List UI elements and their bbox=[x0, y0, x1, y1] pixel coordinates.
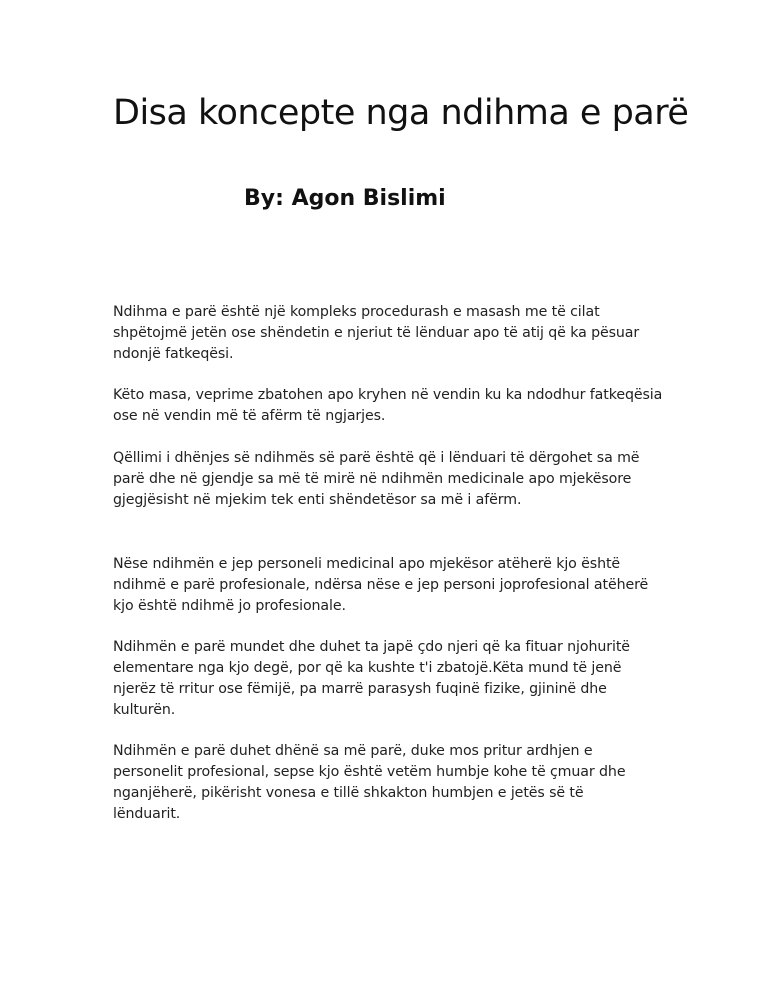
document-title: Disa koncepte nga ndihma e parë bbox=[113, 93, 689, 133]
paragraph-line: Ndihmën e parë mundet dhe duhet ta japë çdo njeri që ka fituar njohuritë bbox=[113, 639, 630, 655]
paragraph-line: personelit profesional, sepse kjo është vetëm humbje kohe të çmuar dhe bbox=[113, 764, 626, 780]
paragraph-line: shpëtojmë jetën ose shëndetin e njeriut të lënduar apo të atij që ka pësuar bbox=[113, 325, 640, 341]
paragraph-line: ndihmë e parë profesionale, ndërsa nëse e jep personi joprofesional atëherë bbox=[113, 577, 649, 593]
paragraph-line: njerëz të rritur ose fëmijë, pa marrë parasysh fuqinë fizike, gjininë dhe bbox=[113, 681, 607, 697]
paragraph-professional bbox=[113, 554, 673, 617]
paragraph-line: nganjëherë, pikërisht vonesa e tillë shkakton humbjen e jetës së të bbox=[113, 785, 584, 801]
paragraph-line: elementare nga kjo degë, por që ka kushte t'i zbatojë.Këta mund të jenë bbox=[113, 660, 622, 676]
paragraph-line: Ndihma e parë është një kompleks procedurash e masash me të cilat bbox=[113, 304, 600, 320]
paragraph-line: kulturën. bbox=[113, 702, 176, 718]
paragraph-line: Këto masa, veprime zbatohen apo kryhen në vendin ku ka ndodhur fatkeqësia bbox=[113, 387, 663, 403]
document-author: By: Agon Bislimi bbox=[244, 186, 446, 211]
paragraph-line: ndonjë fatkeqësi. bbox=[113, 346, 234, 362]
paragraph-purpose bbox=[113, 448, 673, 511]
paragraph-line: gjegjësisht në mjekim tek enti shëndetësor sa më i afërm. bbox=[113, 492, 522, 508]
paragraph-location bbox=[113, 385, 673, 427]
paragraph-urgency bbox=[113, 741, 673, 825]
paragraph-line: Nëse ndihmën e jep personeli medicinal apo mjekësor atëherë kjo është bbox=[113, 556, 621, 572]
paragraph-definition bbox=[113, 302, 673, 365]
paragraph-line: lënduarit. bbox=[113, 806, 181, 822]
paragraph-who-can-help bbox=[113, 637, 673, 721]
paragraph-line: parë dhe në gjendje sa më të mirë në ndihmën medicinale apo mjekësore bbox=[113, 471, 632, 487]
paragraph-line: Qëllimi i dhënjes së ndihmës së parë është që i lënduari të dërgohet sa më bbox=[113, 450, 640, 466]
paragraph-line: ose në vendin më të afërm të ngjarjes. bbox=[113, 408, 386, 424]
paragraph-line: Ndihmën e parë duhet dhënë sa më parë, duke mos pritur ardhjen e bbox=[113, 743, 593, 759]
paragraph-line: kjo është ndihmë jo profesionale. bbox=[113, 598, 346, 614]
